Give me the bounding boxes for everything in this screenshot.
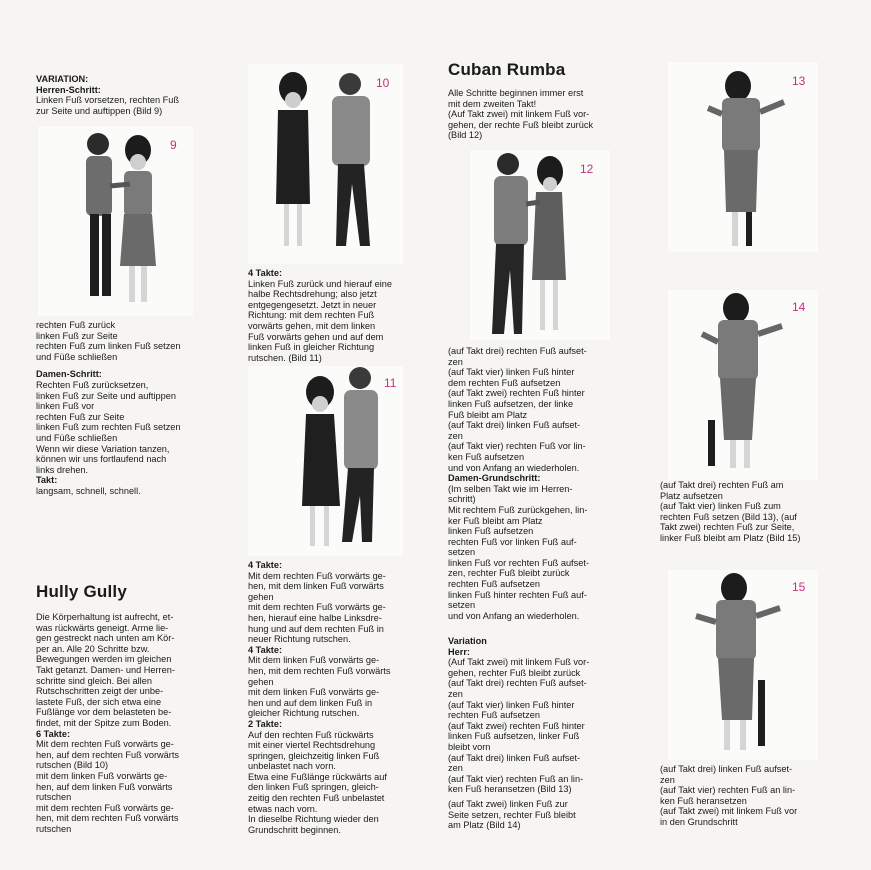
dancing-couple-photo-14-icon	[668, 290, 818, 480]
col4-text-1: (auf Takt drei) rechten Fuß am Platz aufsetzen (auf Takt vier) linken Fuß zum rechten Fuß setzen (Bild 13), (auf Takt zwei) rechten Fuß zur Seite, linker Fuß bleibt am Platz (Bild 15)	[660, 480, 801, 543]
herr-end-text: (auf Takt zwei) linken Fuß zur Seite setzen, rechter Fuß bleibt am Platz (Bild 14)	[448, 798, 576, 831]
cuban-intro-block	[448, 88, 613, 141]
photo-12	[470, 150, 610, 340]
photo-11-number: 11	[384, 376, 397, 390]
takt-text: langsam, schnell, schnell.	[36, 485, 141, 496]
vier-takte-block-2	[248, 560, 410, 835]
photo-9-number: 9	[170, 138, 177, 152]
cuban-intro-text: Alle Schritte beginnen immer erst mit dem zweiten Takt! (Auf Takt zwei) mit linkem Fuß vor- gehen, der rechte Fuß bleibt zurück (Bild 12)	[448, 88, 594, 141]
vier-takte-block-1	[248, 268, 408, 363]
herr-steps-text: (Auf Takt zwei) mit linkem Fuß vor- gehen, rechter Fuß bleibt zurück (auf Takt drei) rechten Fuß aufset- zen (auf Takt vier) linken Fuß hinter rechten Fuß aufsetzen (auf Takt zwei) rechten Fuß hinter linken Fuß aufsetzen, linker Fuß bleibt vorn (auf Takt drei) linken Fuß aufset- zen (auf Takt vier) rechten Fuß an lin- ken Fuß heransetzen (Bild 13)	[448, 657, 590, 795]
zwei-takte-label: 2 Takte:	[248, 718, 283, 729]
damen-schritt-label: Damen-Schritt:	[36, 369, 102, 380]
col4-text-2: (auf Takt drei) linken Fuß aufset- zen (auf Takt vier) rechten Fuß an lin- ken Fuß heransetzen (auf Takt zwei) mit linkem Fuß vor in den Grundschritt	[660, 764, 798, 827]
takt-label: Takt:	[36, 475, 58, 486]
col4-text-block-2	[660, 764, 822, 828]
vier-takte-label-2: 4 Takte:	[248, 560, 283, 570]
vier-takte-text-1: Linken Fuß zurück und hierauf eine halbe Rechtsdrehung; also jetzt entgegengesetzt. Jetzt in neuer Richtung: mit dem rechten Fuß vorwärts gehen, mit dem linken Fuß vorwärts gehen und auf dem linken Fuß in gleicher Richtung rutschen. (Bild 11)	[248, 278, 393, 363]
cuban-herren-steps: (auf Takt drei) rechten Fuß aufset- zen (auf Takt vier) linken Fuß hinter dem rechten Fuß aufsetzen (auf Takt zwei) rechten Fuß hinter linken Fuß aufsetzen, der linke Fuß bleibt am Platz (auf Takt drei) linken Fuß aufset- zen (auf Takt vier) rechten Fuß vor lin- ken Fuß aufsetzen und von Anfang an wiederholen.	[448, 346, 587, 473]
herren-schritt-intro: Linken Fuß vorsetzen, rechten Fuß zur Seite und auftippen (Bild 9)	[36, 95, 179, 116]
cuban-rumba-heading: Cuban Rumba	[448, 60, 566, 79]
col4-text-block-1	[660, 480, 822, 544]
vier-takte-label-1: 4 Takte:	[248, 268, 283, 278]
photo-15-number: 15	[792, 580, 806, 594]
damen-steps-text: Rechten Fuß zurücksetzen, linken Fuß zur Seite und auftippen linken Fuß vor rechten Fuß zur Seite linken Fuß zum rechten Fuß setzen und Füße schließen Wenn wir diese Variation tanzen, können wir uns fortlaufend nach links drehen.	[36, 379, 181, 475]
vier-takte-text-3: Mit dem linken Fuß vorwärts ge- hen, mit dem rechten Fuß vorwärts gehen mit dem linken Fuß vorwärts ge- hen und auf dem linken Fuß in gleicher Richtung rutschen.	[248, 655, 391, 719]
sechs-takte-label: 6 Takte:	[36, 728, 71, 739]
dancing-couple-photo-10-icon	[248, 64, 403, 264]
variation-block	[36, 74, 211, 116]
vier-takte-text-2: Mit dem rechten Fuß vorwärts ge- hen, mit dem linken Fuß vorwärts gehen mit dem rechten Fuß vorwärts ge- hen, hierauf eine halbe Linksdre- hung und auf dem rechten Fuß in neuer Richtung rutschen.	[248, 570, 386, 645]
hully-gully-heading: Hully Gully	[36, 582, 127, 601]
variation-title: VARIATION:	[36, 74, 89, 84]
dancing-couple-photo-9-icon	[38, 126, 193, 316]
photo-14-number: 14	[792, 300, 806, 314]
photo-11	[248, 366, 403, 556]
dancing-couple-photo-15-icon	[668, 570, 818, 760]
photo-14	[668, 290, 818, 480]
photo-9	[38, 126, 193, 316]
photo-13-number: 13	[792, 74, 806, 88]
hully-gully-text: Die Körperhaltung ist aufrecht, et- was rückwärts geneigt. Arme lie- gen gestreckt nach unten am Kör- per an. Alle 20 Schritte bzw. Bewegungen werden im gleichen Takt getanzt. Damen- und Herren- schritte sind gleich. Bei allen Rutschschritten zeigt der unbe- lastete Fuß, der sich etwa eine Fußlänge vor dem belasteten be- findet, mit der Spitze zum Boden.	[36, 612, 175, 728]
photo-15	[668, 570, 818, 760]
dancing-couple-photo-12-icon	[470, 150, 610, 340]
herren-steps-block	[36, 320, 211, 497]
cuban-variation-block	[448, 636, 608, 831]
sechs-takte-text: Mit dem rechten Fuß vorwärts ge- hen, auf dem rechten Fuß vorwärts rutschen (Bild 10) mit dem linken Fuß vorwärts ge- hen, auf dem linken Fuß vorwärts rutschen mit dem rechten Fuß vorwärts ge- hen, mit dem rechten Fuß vorwärts rutschen	[36, 739, 179, 834]
cuban-variation-label: Variation	[448, 636, 487, 646]
herr-label: Herr:	[448, 646, 470, 657]
dancing-couple-photo-11-icon	[248, 366, 403, 556]
photo-10	[248, 64, 403, 264]
photo-13	[668, 62, 818, 252]
hully-gully-block	[36, 612, 211, 834]
herren-schritt-label: Herren-Schritt:	[36, 84, 101, 95]
zwei-takte-text: Auf den rechten Fuß rückwärts mit einer viertel Rechtsdrehung springen, gleichzeitig linken Fuß unbelastet nach vorn. Etwa eine Fußlänge rückwärts auf den linken Fuß springen, gleich- zeitig den rechten Fuß unbelastet etwas nach vorn. In dieselbe Richtung wieder den Grundschritt beginnen.	[248, 729, 387, 835]
cuban-herren-block	[448, 346, 608, 621]
herren-steps-text: rechten Fuß zurück linken Fuß zur Seite rechten Fuß zum linken Fuß setzen und Füße schließen	[36, 320, 181, 362]
vier-takte-label-3: 4 Takte:	[248, 644, 283, 655]
damen-grundschritt-text: (Im selben Takt wie im Herren- schritt) Mit rechtem Fuß zurückgehen, lin- ker Fuß bleibt am Platz linken Fuß aufsetzen rechten Fuß vor linken Fuß auf- setzen linken Fuß vor rechten Fuß aufset- zen, rechter Fuß bleibt zurück rechten Fuß aufsetzen linken Fuß hinter rechten Fuß auf- setzen und von Anfang an wiederholen.	[448, 483, 589, 621]
dancing-couple-photo-13-icon	[668, 62, 818, 252]
photo-12-number: 12	[580, 162, 594, 176]
photo-10-number: 10	[376, 76, 390, 90]
damen-grundschritt-label: Damen-Grundschritt:	[448, 473, 541, 484]
